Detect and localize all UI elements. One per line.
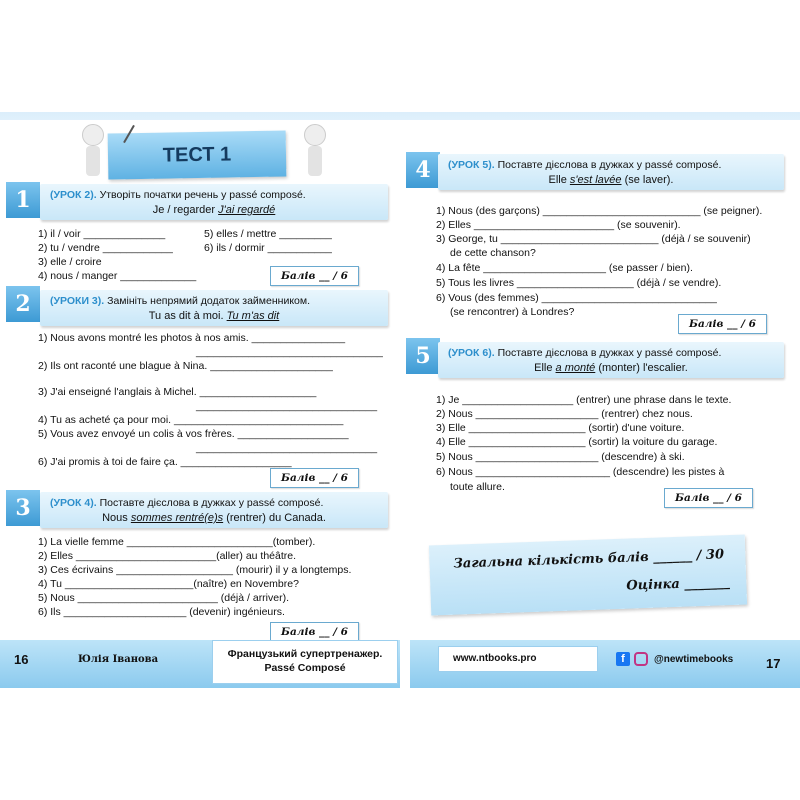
section-number-2: 2 — [6, 286, 40, 322]
list-item: 3) elle / croire — [38, 256, 102, 268]
list-item: 6) Nous _______________________ (descendre) les pistes à — [436, 466, 725, 478]
list-item: 5) Tous les livres ____________________ (déjà / se vendre). — [436, 277, 722, 289]
list-item: 1) il / voir ______________ — [38, 228, 166, 240]
list-item: 2) Elles ________________________ (se souvenir). — [436, 219, 681, 231]
score-box: Балів __ / 6 — [664, 488, 753, 508]
answer-line: ________________________________ — [196, 346, 383, 358]
section-4-banner — [438, 154, 784, 190]
list-item: 1) Nous (des garçons) ___________________________ (se peigner). — [436, 205, 763, 217]
example-prompt: Je / regarder — [152, 204, 216, 216]
list-item: 6) J'ai promis à toi de faire ça. ___________________ — [38, 456, 292, 468]
section-3-banner — [40, 492, 388, 528]
section-1-banner — [40, 184, 388, 220]
example-answer: sommes rentré(e)s — [130, 512, 224, 524]
list-item: (se rencontrer) à Londres? — [450, 306, 575, 318]
list-item: 3) J'ai enseigné l'anglais à Michel. ____________________ — [38, 386, 317, 398]
example — [448, 173, 774, 187]
figure-right — [298, 124, 332, 180]
list-item: 5) elles / mettre _________ — [204, 228, 332, 240]
section-2-banner — [40, 290, 388, 326]
list-item: toute allure. — [450, 481, 505, 493]
instruction: Поставте дієслова в дужках у passé composé. — [99, 497, 324, 509]
example-answer: Tu m'as dit — [226, 310, 280, 322]
example-prompt: Nous — [102, 512, 128, 524]
book-subtitle: Passé Composé — [264, 662, 346, 674]
example-answer: a monté — [555, 362, 596, 374]
score-box: Балів __ / 6 — [270, 622, 359, 642]
example — [50, 203, 378, 217]
lesson-label: (УРОК 5). — [448, 159, 495, 171]
section-number-4: 4 — [406, 152, 440, 188]
score-box: Балів __ / 6 — [678, 314, 767, 334]
lesson-label: (УРОК 2). — [50, 189, 97, 201]
list-item: 2) Nous _____________________ (rentrer) chez nous. — [436, 408, 693, 420]
author: Юлія Іванова — [78, 654, 159, 665]
list-item: 6) Vous (des femmes) ______________________________ — [436, 292, 717, 304]
page-number: 17 — [766, 656, 781, 671]
list-item: 4) nous / manger _____________ — [38, 270, 197, 282]
lesson-label: (УРОКИ 3). — [50, 295, 105, 307]
list-item: 6) ils / dormir ___________ — [204, 242, 332, 254]
example-prompt: Tu as dit à moi. — [148, 310, 224, 322]
list-item: 4) Tu ______________________(naître) en Novembre? — [38, 578, 299, 590]
list-item: 5) Vous avez envoyé un colis à vos frères. ___________________ — [38, 428, 349, 440]
example-suffix: (rentrer) du Canada. — [226, 512, 326, 524]
figure-left — [76, 124, 110, 180]
site-link[interactable]: www.ntbooks.pro — [438, 646, 598, 672]
page-number: 16 — [14, 652, 29, 667]
list-item: 2) tu / vendre ____________ — [38, 242, 173, 254]
score-box: Балів __ / 6 — [270, 468, 359, 488]
instruction: Замініть непрямий додаток займенником. — [107, 295, 311, 307]
book-title: Французький супертренажер. — [227, 648, 383, 660]
lesson-label: (УРОК 4). — [50, 497, 97, 509]
list-item: 5) Nous ________________________ (déjà / arriver). — [38, 592, 290, 604]
list-item: 1) Nous avons montré les photos à nos amis. ________________ — [38, 332, 346, 344]
book-title-card — [212, 640, 398, 684]
example-suffix: (se laver). — [624, 174, 674, 186]
list-item: de cette chanson? — [450, 247, 536, 259]
score-box: Балів __ / 6 — [270, 266, 359, 286]
social-handle[interactable]: @newtimebooks — [654, 654, 734, 665]
section-5-banner — [438, 342, 784, 378]
list-item: 4) Elle ____________________ (sortir) la voiture du garage. — [436, 436, 718, 448]
section-number-1: 1 — [6, 182, 40, 218]
list-item: 1) Je ___________________ (entrer) une phrase dans le texte. — [436, 394, 732, 406]
lesson-label: (УРОК 6). — [448, 347, 495, 359]
list-item: 5) Nous _____________________ (descendre) à ski. — [436, 451, 685, 463]
list-item: 6) Ils _____________________ (devenir) ingénieurs. — [38, 606, 285, 618]
example — [50, 511, 378, 525]
list-item: 3) Elle ____________________ (sortir) d'une voiture. — [436, 422, 685, 434]
test-title: ТЕСТ 1 — [108, 130, 287, 179]
instagram-icon[interactable] — [634, 652, 648, 666]
list-item: 3) George, tu ___________________________ (déjà / se souvenir) — [436, 233, 751, 245]
list-item: 3) Ces écrivains ____________________ (mourir) il y a longtemps. — [38, 564, 352, 576]
answer-line: _______________________________ — [196, 400, 378, 412]
example-suffix: (monter) l'escalier. — [598, 362, 688, 374]
list-item: 4) Tu as acheté ça pour moi. _____________________________ — [38, 414, 344, 426]
list-item: 4) La fête _____________________ (se passer / bien). — [436, 262, 693, 274]
section-number-3: 3 — [6, 490, 40, 526]
facebook-icon[interactable]: f — [616, 652, 630, 666]
example-prompt: Elle — [548, 174, 567, 186]
example-prompt: Elle — [534, 362, 553, 374]
example — [448, 361, 774, 375]
instruction: Поставте дієслова в дужках у passé composé. — [497, 159, 722, 171]
total-score-card — [429, 535, 747, 616]
instruction: Поставте дієслова в дужках у passé composé. — [497, 347, 722, 359]
example — [50, 309, 378, 323]
list-item: 1) La vielle femme _________________________(tomber). — [38, 536, 316, 548]
section-number-5: 5 — [406, 338, 440, 374]
example-answer: J'ai regardé — [218, 204, 276, 216]
list-item: 2) Elles ________________________(aller) au théâtre. — [38, 550, 297, 562]
answer-line: _______________________________ — [196, 442, 378, 454]
grade-label: Оцінка _______ — [626, 575, 731, 594]
total-label: Загальна кількість балів ______ / 30 — [453, 547, 725, 572]
list-item: 2) Ils ont raconté une blague à Nina. _____________________ — [38, 360, 333, 372]
instruction: Утворіть початки речень у passé composé. — [99, 189, 306, 201]
example-answer: s'est lavée — [569, 174, 622, 186]
